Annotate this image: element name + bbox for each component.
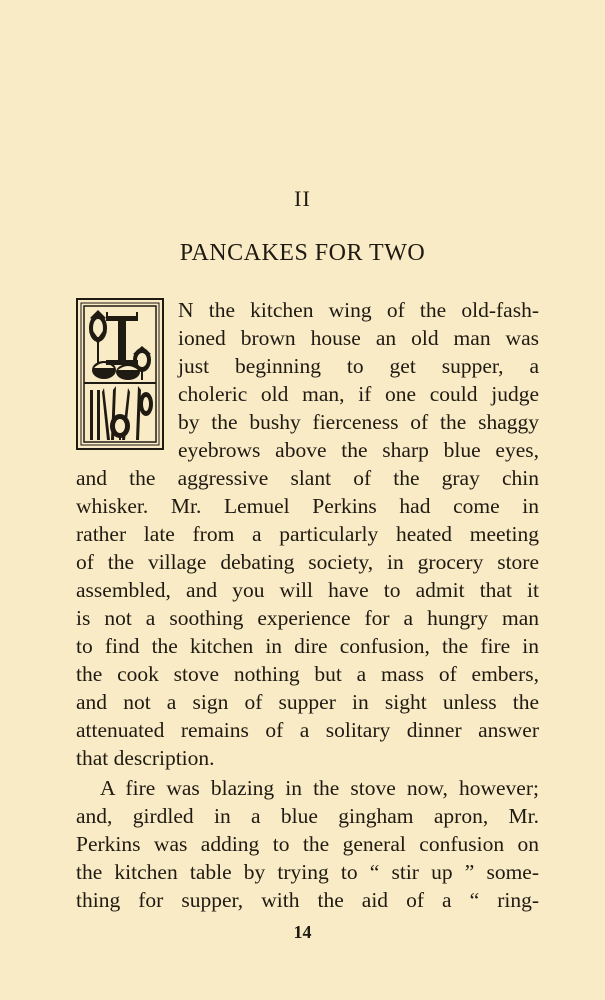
text-line: assembled, and you will have to admit that it (76, 578, 539, 602)
text-line: the kitchen table by trying to “ stir up ” some- (76, 860, 539, 884)
text-line: just beginning to get supper, a (178, 354, 539, 378)
text-line: the cook stove nothing but a mass of embers, (76, 662, 539, 686)
page-number: 14 (293, 922, 312, 942)
text-line: A fire was blazing in the stove now, however; (100, 776, 539, 800)
text-line: ioned brown house an old man was (178, 326, 539, 350)
text-line: thing for supper, with the aid of a “ ring- (76, 888, 539, 912)
text-line: is not a soothing experience for a hungry man (76, 606, 539, 630)
chapter-number: II (294, 186, 311, 211)
ornamental-drop-cap-icon (76, 298, 164, 450)
text-line: that description. (76, 746, 215, 770)
chapter-title: PANCAKES FOR TWO (179, 240, 426, 266)
text-line: attenuated remains of a solitary dinner answer (76, 718, 539, 742)
text-line: and, girdled in a blue gingham apron, Mr. (76, 804, 539, 828)
text-line: and not a sign of supper in sight unless the (76, 690, 539, 714)
text-line: choleric old man, if one could judge (178, 382, 539, 406)
text-line: to find the kitchen in dire confusion, the fire in (76, 634, 539, 658)
text-line: and the aggressive slant of the gray chin (76, 466, 539, 490)
text-line: eyebrows above the sharp blue eyes, (178, 438, 539, 462)
text-line: of the village debating society, in grocery store (76, 550, 539, 574)
text-line: whisker. Mr. Lemuel Perkins had come in (76, 494, 539, 518)
text-line: rather late from a particularly heated meeting (76, 522, 539, 546)
text-line: Perkins was adding to the general confusion on (76, 832, 539, 856)
text-line: N the kitchen wing of the old-fash- (178, 298, 539, 322)
text-line: by the bushy fierceness of the shaggy (178, 410, 539, 434)
